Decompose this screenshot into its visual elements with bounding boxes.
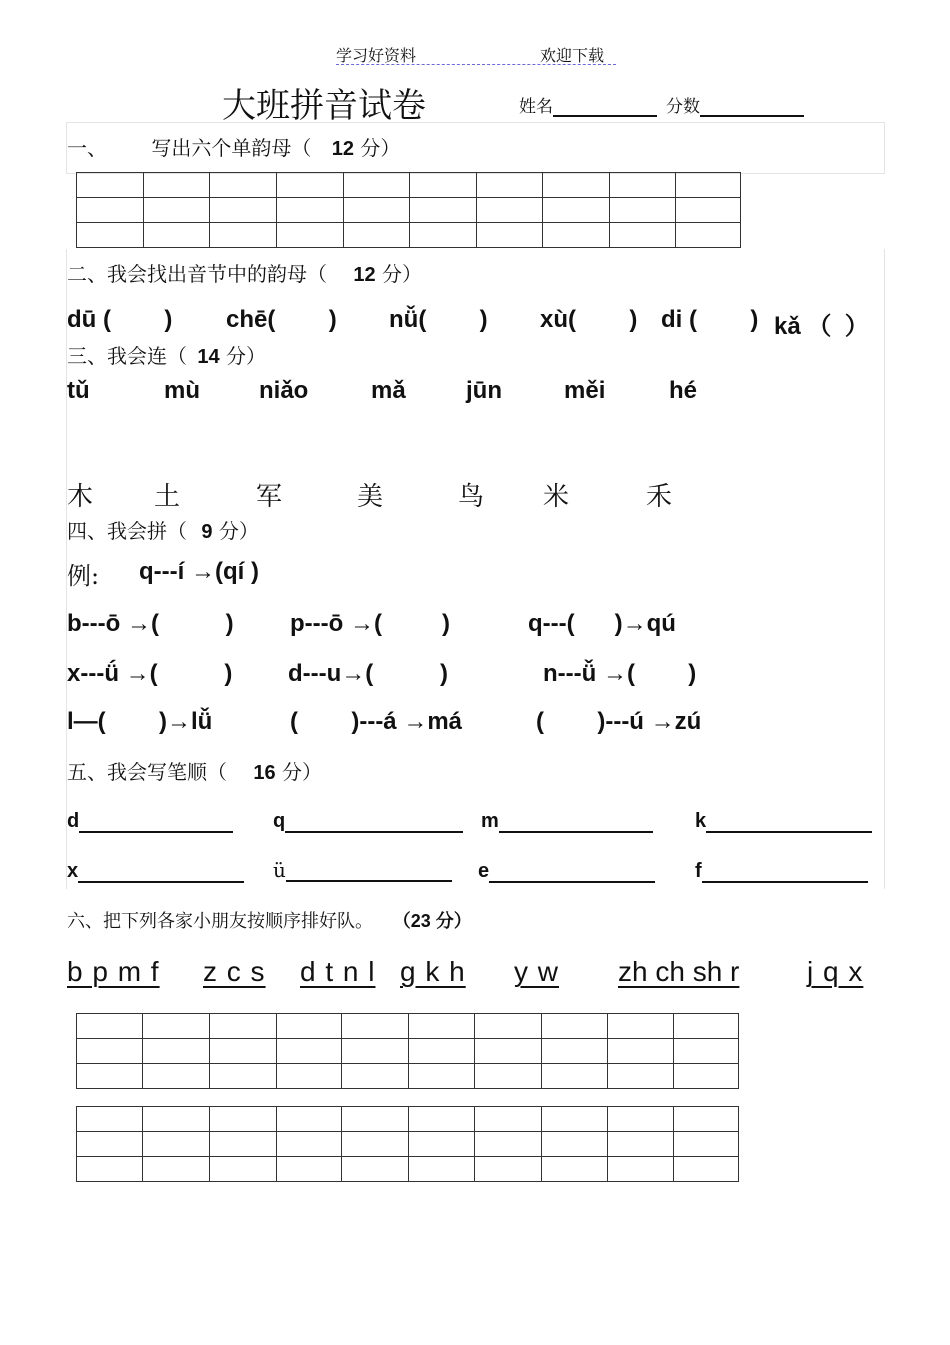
s2-item-du: dū ( ) bbox=[67, 306, 173, 333]
stroke-row-u bbox=[273, 858, 452, 882]
section-4-text: 四、我会拼（ bbox=[67, 519, 187, 543]
section-5-text: 五、我会写笔顺（ bbox=[67, 760, 227, 784]
section-5-points: 16 bbox=[253, 762, 276, 784]
name-label: 姓名 bbox=[519, 97, 553, 117]
section-1-number: 一、 bbox=[67, 136, 107, 160]
section-2-unit: 分） bbox=[381, 262, 422, 286]
s3-pinyin-mei: měi bbox=[564, 377, 606, 404]
s4-r3-ma: ( )---á →má bbox=[290, 708, 463, 735]
stroke-row-q bbox=[273, 810, 463, 833]
group-zcs: z c s bbox=[203, 956, 266, 987]
header-dashed-line bbox=[336, 64, 616, 65]
stroke-blank-d bbox=[79, 813, 233, 833]
s3-pinyin-jun: jūn bbox=[466, 377, 502, 404]
s3-char-7: 禾 bbox=[646, 482, 673, 512]
stroke-letter-u: ü bbox=[273, 858, 286, 882]
group-bpmf: b p m f bbox=[67, 956, 160, 987]
header-right: 欢迎下载 bbox=[540, 46, 605, 65]
s4-example: q---í →(qí ) bbox=[139, 558, 259, 585]
s3-char-4: 美 bbox=[357, 482, 384, 512]
section-1-heading bbox=[67, 132, 400, 161]
s3-pinyin-niao: niǎo bbox=[259, 377, 309, 404]
stroke-blank-m bbox=[499, 813, 653, 833]
stroke-blank-e bbox=[489, 863, 655, 883]
s4-r2-x: x---ǘ →( ) bbox=[67, 660, 233, 687]
s2-item-ka: kǎ （ ） bbox=[774, 313, 869, 340]
stroke-blank-x bbox=[78, 863, 244, 883]
stroke-row-f bbox=[695, 860, 868, 883]
name-field bbox=[519, 92, 657, 117]
stroke-row-m bbox=[481, 810, 653, 833]
stroke-letter-e: e bbox=[478, 860, 490, 882]
page-title: 大班拼音试卷 bbox=[222, 86, 426, 126]
section-3-unit: 分） bbox=[225, 344, 266, 368]
s4-example-label: 例: bbox=[67, 562, 100, 590]
section-1-text: 写出六个单韵母（ bbox=[151, 136, 312, 160]
stroke-blank-k bbox=[706, 813, 872, 833]
s3-pinyin-he: hé bbox=[669, 377, 698, 404]
s3-pinyin-ma: mǎ bbox=[371, 377, 406, 404]
stroke-letter-d: d bbox=[67, 810, 80, 832]
s3-char-1: 木 bbox=[67, 482, 94, 512]
section-1-points: 12 bbox=[331, 138, 354, 160]
writing-grid-3 bbox=[76, 1106, 739, 1182]
section-2-heading bbox=[67, 258, 422, 287]
s2-item-che: chē( ) bbox=[226, 306, 337, 333]
group-dtnl: d t n l bbox=[300, 956, 376, 987]
section-6-text: 六、把下列各家小朋友按顺序排好队。 bbox=[67, 911, 373, 932]
section-5-heading bbox=[67, 756, 322, 785]
s4-r2-d: d---u→( ) bbox=[288, 660, 448, 687]
stroke-row-k bbox=[695, 810, 872, 833]
stroke-row-x bbox=[67, 860, 244, 883]
section-4-unit: 分） bbox=[218, 519, 259, 543]
score-label: 分数 bbox=[666, 97, 700, 117]
stroke-blank-q bbox=[285, 813, 463, 833]
score-blank bbox=[700, 97, 804, 117]
s2-item-nu: nǚ( ) bbox=[389, 306, 488, 333]
section-5-unit: 分） bbox=[281, 760, 322, 784]
stroke-row-d bbox=[67, 810, 233, 833]
section-4-points: 9 bbox=[201, 521, 213, 543]
stroke-blank-f bbox=[702, 863, 868, 883]
section-6-heading bbox=[67, 907, 472, 933]
group-zhchshr: zh ch sh r bbox=[618, 956, 740, 987]
header-left: 学习好资料 bbox=[336, 46, 417, 65]
group-yw: y w bbox=[514, 956, 559, 987]
section-4-heading bbox=[67, 515, 259, 544]
s4-r3-zu: ( )---ú →zú bbox=[536, 708, 702, 735]
section-3-text: 三、我会连（ bbox=[67, 344, 187, 368]
writing-grid-2 bbox=[76, 1013, 739, 1089]
section-6-points: （23 分） bbox=[392, 911, 472, 931]
s4-r1-p: p---ō →( ) bbox=[290, 610, 450, 637]
stroke-letter-k: k bbox=[695, 810, 707, 832]
score-field bbox=[666, 92, 804, 117]
section-1-unit: 分） bbox=[360, 136, 401, 160]
s3-char-5: 鸟 bbox=[458, 482, 485, 512]
stroke-row-e bbox=[478, 860, 655, 883]
section-3-points: 14 bbox=[197, 346, 220, 368]
s3-char-3: 军 bbox=[256, 482, 283, 512]
stroke-letter-m: m bbox=[481, 810, 499, 832]
stroke-letter-f: f bbox=[695, 860, 702, 882]
s3-char-6: 米 bbox=[543, 482, 570, 512]
group-jqx: j q x bbox=[807, 956, 864, 987]
group-gkh: g k h bbox=[400, 956, 466, 987]
s2-item-di: di ( ) bbox=[661, 306, 759, 333]
s4-r3-l: l—( )→lǚ bbox=[67, 708, 213, 735]
section-3-heading bbox=[67, 340, 266, 369]
name-blank bbox=[553, 97, 657, 117]
s2-item-xu: xù( ) bbox=[540, 306, 638, 333]
stroke-letter-q: q bbox=[273, 810, 286, 832]
writing-grid-1 bbox=[76, 172, 741, 248]
stroke-letter-x: x bbox=[67, 860, 79, 882]
stroke-blank-u bbox=[286, 862, 452, 882]
s4-r1-q: q---( )→qú bbox=[528, 610, 676, 637]
section-2-text: 二、我会找出音节中的韵母（ bbox=[67, 262, 327, 286]
s3-pinyin-mu: mù bbox=[164, 377, 200, 404]
s4-r2-n: n---ǚ →( ) bbox=[543, 660, 697, 687]
s3-char-2: 土 bbox=[154, 482, 181, 512]
s3-pinyin-tu: tǔ bbox=[67, 377, 90, 404]
section-2-points: 12 bbox=[353, 264, 376, 286]
s4-r1-b: b---ō →( ) bbox=[67, 610, 234, 637]
